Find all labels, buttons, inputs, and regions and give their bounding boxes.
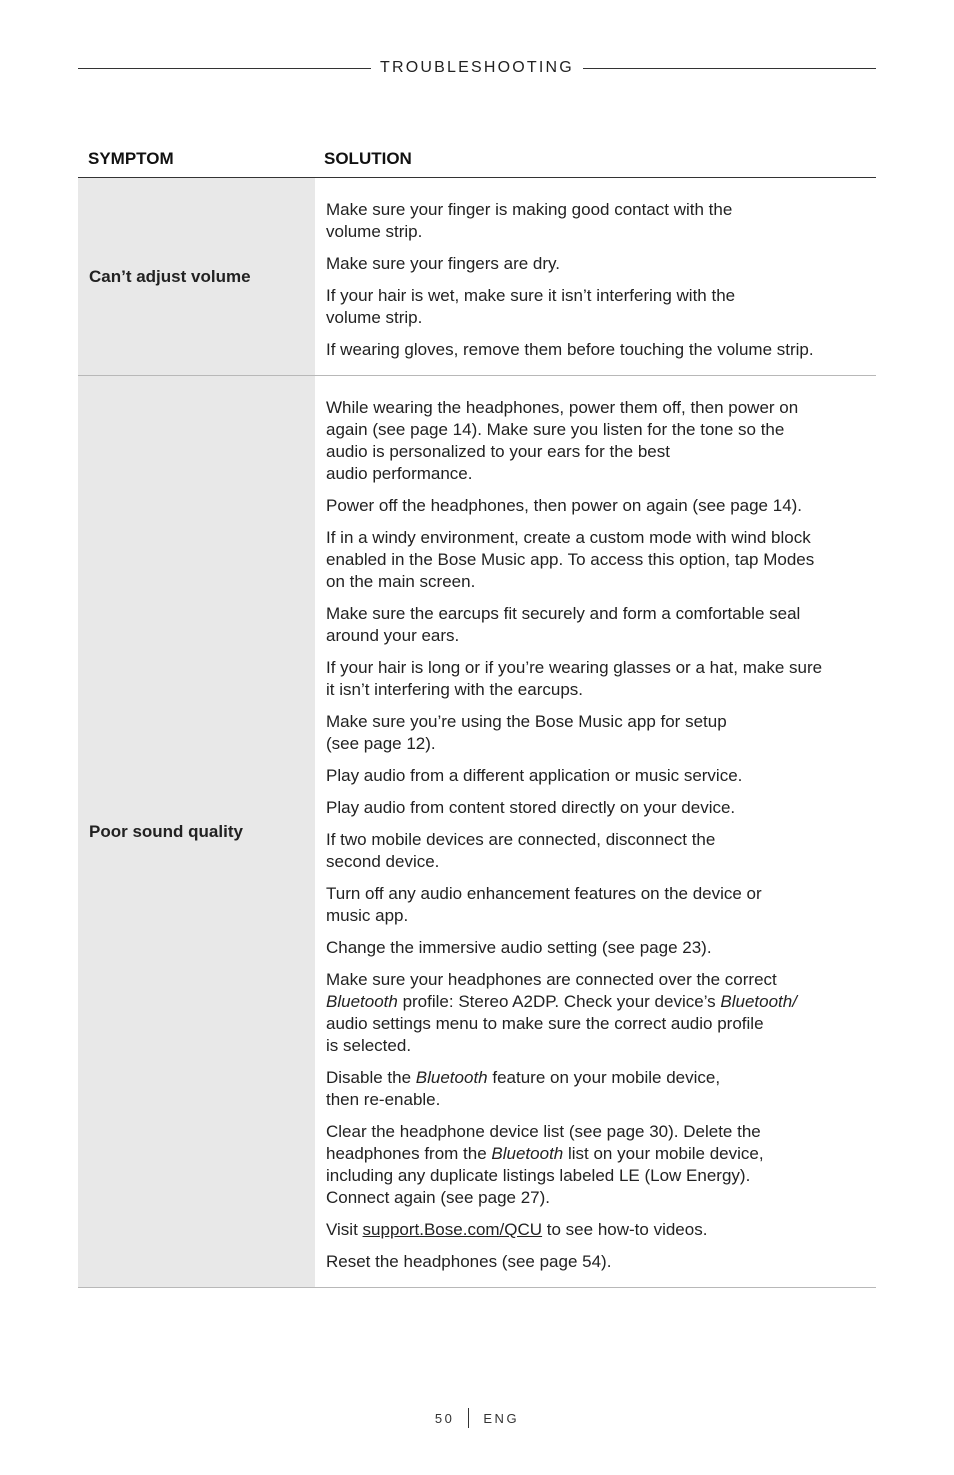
solution-item [326,1121,868,1209]
solution-item [326,495,868,517]
symptom-column-header: SYMPTOM [88,148,174,168]
section-header [78,58,876,78]
solution-item [326,1251,868,1273]
header-rule-left [78,68,371,69]
support-link[interactable]: support.Bose.com/QCU [362,1220,543,1239]
solution-item [326,1219,868,1241]
solution-item [326,253,868,275]
section-title: TROUBLESHOOTING [380,59,574,76]
solution-text: to see how-to videos. [542,1220,708,1239]
solution-item [326,765,868,787]
solution-item [326,657,868,701]
page-number: 50 [434,1410,455,1426]
solution-text: Make sure you’re using the Bose Music app for setup (see page 12). [326,712,727,753]
solution-text: Play audio from a different application or music service. [326,766,743,785]
solution-item [326,1067,868,1111]
solution-text: feature on your mobile device, then re-enable. [326,1068,721,1109]
solution-column-header: SOLUTION [324,148,412,168]
solution-text: While wearing the headphones, power them off, then power on again (see page 14). Make sure you listen for the tone so the audio is personalized to your ears for the best audio performance. [326,398,799,483]
solution-text: Make sure your fingers are dry. [326,254,560,273]
solution-text: profile: Stereo A2DP. Check your device’s [397,992,721,1011]
solution-item [326,603,868,647]
solution-cell [315,376,876,1287]
solution-item [326,199,868,243]
solution-text: If in a windy environment, create a custom mode with wind block enabled in the Bose Music app. To access this option, tap Modes on the main screen. [326,528,815,591]
solution-item [326,527,868,593]
solution-item [326,339,868,361]
solution-item [326,397,868,485]
solution-text: Make sure your finger is making good contact with the volume strip. [326,200,733,241]
bluetooth-italic: Bluetooth/ [720,992,797,1011]
solution-text: Reset the headphones (see page 54). [326,1252,612,1271]
solution-item [326,969,868,1057]
solution-text: If two mobile devices are connected, disconnect the second device. [326,830,716,871]
symptom-cell: Can’t adjust volume [78,178,315,375]
solution-text: audio settings menu to make sure the correct audio profile is selected. [326,1014,764,1055]
solution-text: Play audio from content stored directly on your device. [326,798,736,817]
solution-text: Turn off any audio enhancement features on the device or music app. [326,884,762,925]
solution-item [326,797,868,819]
solution-text: Make sure your headphones are connected over the correct [326,970,777,989]
solution-text: If wearing gloves, remove them before touching the volume strip. [326,340,814,359]
table-body [78,178,876,1288]
solution-item [326,883,868,927]
page-footer [0,1406,954,1430]
solution-text: Power off the headphones, then power on again (see page 14). [326,496,803,515]
bluetooth-italic: Bluetooth [491,1144,564,1163]
solution-item [326,711,868,755]
header-rule-right [583,68,876,69]
troubleshooting-table [78,140,876,1288]
bluetooth-italic: Bluetooth [415,1068,488,1087]
solution-text: If your hair is long or if you’re wearing glasses or a hat, make sure it isn’t interfering with the earcups. [326,658,823,699]
solution-text: Change the immersive audio setting (see page 23). [326,938,712,957]
solution-item [326,285,868,329]
language-code: ENG [483,1410,520,1426]
symptom-cell: Poor sound quality [78,376,315,1287]
solution-text: list on your mobile device, including any duplicate listings labeled LE (Low Energy). Connect again (see page 27). [326,1144,764,1207]
table-row [78,376,876,1288]
solution-text: Disable the [326,1068,416,1087]
solution-item [326,829,868,873]
solution-text: Visit [326,1220,363,1239]
bluetooth-italic: Bluetooth [326,992,398,1011]
solution-text: If your hair is wet, make sure it isn’t interfering with the volume strip. [326,286,736,327]
footer-separator [468,1408,469,1428]
solution-text: Make sure the earcups fit securely and form a comfortable seal around your ears. [326,604,801,645]
table-header [78,140,876,178]
solution-item [326,937,868,959]
solution-text: Clear the headphone device list (see page 30). Delete the headphones from the [326,1122,761,1163]
table-row [78,178,876,376]
solution-cell [315,178,876,375]
